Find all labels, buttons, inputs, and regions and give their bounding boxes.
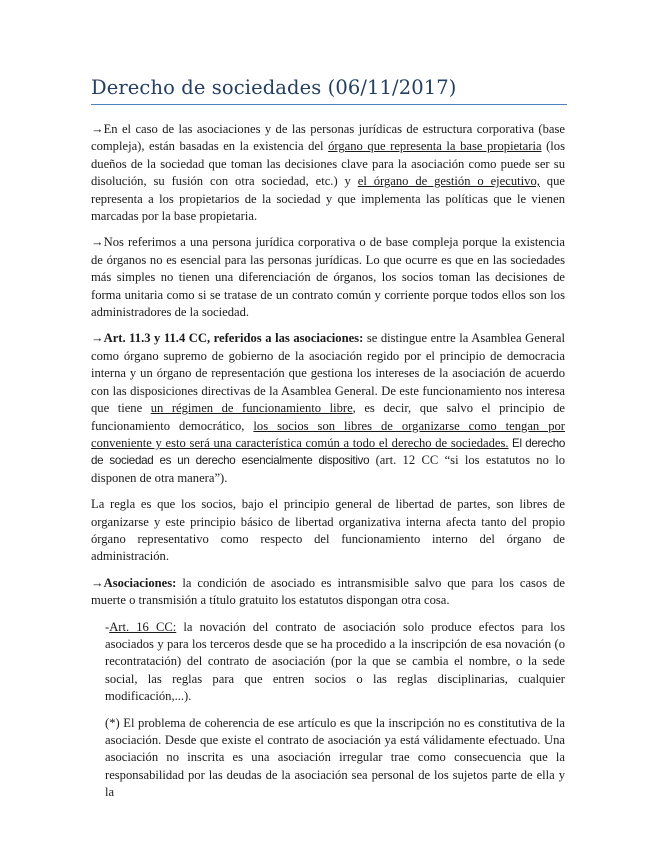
- p5-text-a: la condición de asociado es intransmisible salvo que para los casos de muerte o transmisión a título gratuito los estatutos dispongan otra cosa.: [91, 575, 565, 608]
- paragraph-5: [91, 575, 565, 610]
- document-body: [91, 121, 565, 811]
- p3-text-b: , es decir, que salvo el principio de funcionamiento democrático,: [91, 401, 565, 433]
- p3-sans-text: El derecho de sociedad es un derecho esencialmente dispositivo: [91, 436, 565, 468]
- p6-text-a: la novación del contrato de asociación solo produce efectos para los asociados y para los terceros desde que se ha procedido a la inscripción de esa novación (o recontratación) del contrato de asociación (por la que se cambia el nombre, o la sede social, las reglas para que entren socios o las reglas disciplinarias, cualquier modificación,...).: [105, 619, 565, 704]
- p6-underlined: Art. 16 CC:: [109, 619, 177, 634]
- page-title: Derecho de sociedades (06/11/2017): [91, 76, 457, 99]
- p3-text-c: (art. 12 CC “si los estatutos no lo disponen de otra manera”).: [91, 453, 565, 485]
- p1-underlined-2: el órgano de gestión o ejecutivo,: [357, 174, 540, 189]
- p3-underlined-1: un régimen de funcionamiento libre: [150, 401, 353, 416]
- p1-text-c: que representa a los propietarios de la sociedad y que implementa las políticas que le vienen marcadas por la base propietaria.: [91, 174, 565, 224]
- p1-text-a: →En el caso de las asociaciones y de las personas jurídicas de estructura corporativa (base compleja), están basadas en la existencia del: [91, 122, 565, 154]
- paragraph-1: [91, 121, 565, 225]
- paragraph-7: (*) El problema de coherencia de ese artículo es que la inscripción no es constitutiva de la asociación. Desde que existe el contrato de asociación ya está válidamente efectuado. Una asociación no inscrita es una asociación irregular trae como consecuencia que la responsabilidad por las deudas de la asociación sea personal de los sujetos parte de ella y la: [105, 715, 565, 800]
- p3-underlined-2: los socios son libres de organizarse como tengan por conveniente y esto será una característica común a todo el derecho de sociedades.: [91, 418, 565, 450]
- p3-bold-lead: →Art. 11.3 y 11.4 CC, referidos a las asociaciones:: [91, 331, 364, 346]
- paragraph-3: [91, 330, 565, 487]
- p1-underlined-1: órgano que representa la base propietaria: [328, 139, 542, 154]
- paragraph-6: [91, 619, 565, 706]
- p6-dash: -: [105, 619, 110, 634]
- paragraph-4: La regla es que los socios, bajo el principio general de libertad de partes, son libres de organizarse y este principio básico de libertad organizativa interna afecta tanto del propio órgano representativo como respecto del funcionamiento interno del órgano de administración.: [91, 497, 565, 564]
- title-underline: [91, 104, 567, 105]
- p1-text-b: (los dueños de la sociedad que toman las decisiones clave para la asociación como puede ser su disolución, su fusión con otra sociedad, etc.) y: [91, 139, 565, 189]
- p3-text-a: se distingue entre la Asamblea General como órgano supremo de gobierno de la asociación regido por el principio de democracia interna y un órgano de representación que gestiona los intereses de la asociación de acuerdo con las disposiciones directivas de la Asamblea General. De este funcionamiento nos interesa que tiene: [91, 331, 565, 416]
- paragraph-2: →Nos referimos a una persona jurídica corporativa o de base compleja porque la existencia de órganos no es esencial para las personas jurídicas. Lo que ocurre es que en las sociedades más simples no tienen una diferenciación de órganos, los socios toman las decisiones de forma unitaria como si se tratase de un contrato común y corriente porque todos ellos son los administradores de la sociedad.: [91, 235, 565, 320]
- p5-bold-lead: →Asociaciones:: [91, 575, 177, 590]
